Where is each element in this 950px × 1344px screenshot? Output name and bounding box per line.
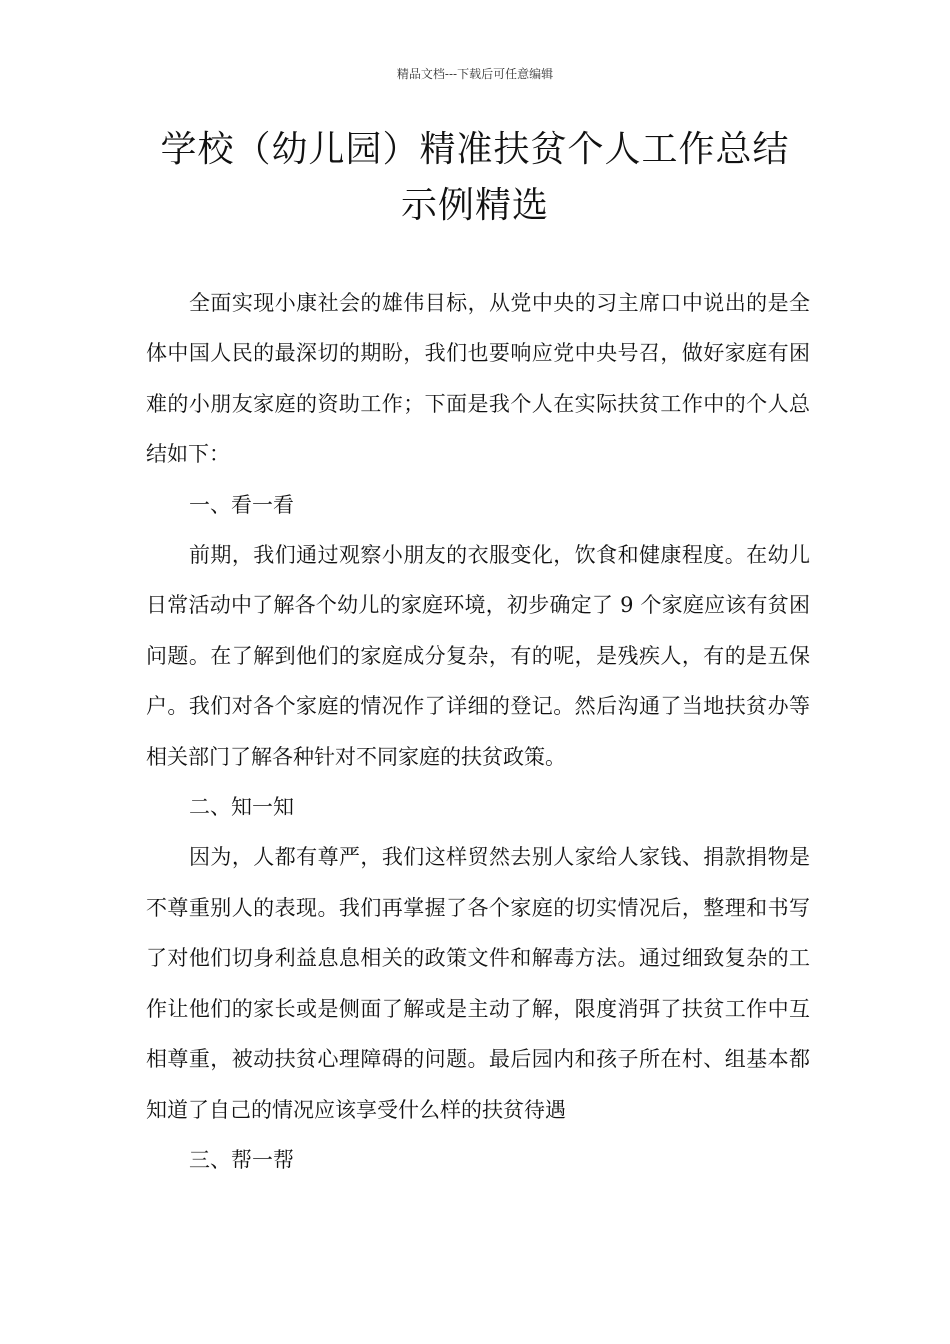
document-title-line-2: 示例精选 — [400, 185, 549, 226]
section-heading-know: 二、知一知 — [189, 795, 294, 820]
section-know-paragraph: 因为，人都有尊严，我们这样贸然去别人家给人家钱、捐款捐物是不尊重别人的表现。我们再掌握了各个家庭的切实情况后，整理和书写了对他们切身利益息息相关的政策文件和解毒方法。通过细致复杂的工作让他们的家长或是侧面了解或是主动了解，限度消弭了扶贫工作中互相尊重，被动扶贫心理障碍的问题。最后园内和孩子所在村、组基本都知道了自己的情况应该享受什么样的扶贫待遇 — [146, 845, 810, 1122]
section-look-paragraph: 前期，我们通过观察小朋友的衣服变化，饮食和健康程度。在幼儿日常活动中了解各个幼儿的家庭环境，初步确定了 9 个家庭应该有贫困问题。在了解到他们的家庭成分复杂，有的呢，是残疾人，有的是五保户。我们对各个家庭的情况作了详细的登记。然后沟通了当地扶贫办等相关部门了解各种针对不同家庭的扶贫政策。 — [146, 543, 810, 769]
document-body — [146, 278, 810, 1185]
page-header: 精品文档---下载后可任意编辑 — [396, 67, 554, 81]
section-heading-look: 一、看一看 — [189, 492, 294, 517]
document-title-line-1: 学校（幼儿园）精准扶贫个人工作总结 — [160, 129, 790, 170]
section-heading-help: 三、帮一帮 — [189, 1147, 294, 1172]
document-title — [100, 122, 850, 234]
intro-paragraph: 全面实现小康社会的雄伟目标，从党中央的习主席口中说出的是全体中国人民的最深切的期盼，我们也要响应党中央号召，做好家庭有困难的小朋友家庭的资助工作；下面是我个人在实际扶贫工作中的个人总结如下： — [146, 291, 810, 467]
